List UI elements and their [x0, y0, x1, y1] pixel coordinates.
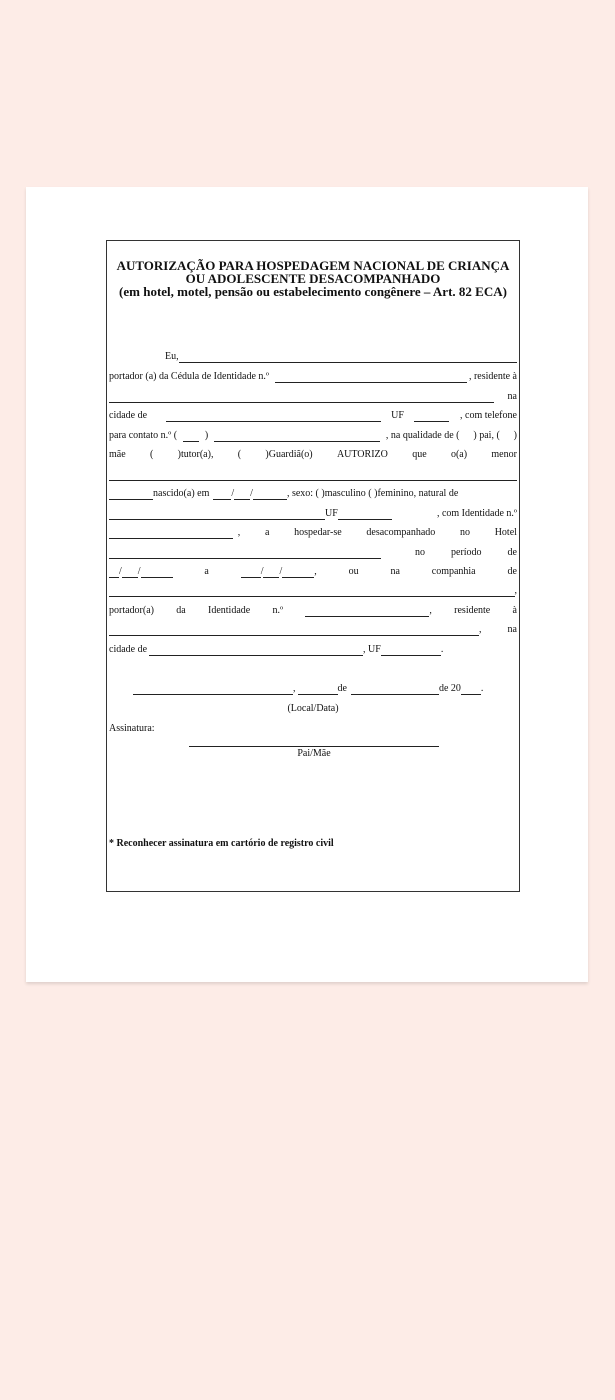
field-name[interactable]	[179, 353, 517, 363]
label-desacompanhado: desacompanhado	[366, 527, 436, 538]
row-cidade	[109, 408, 517, 422]
group-acompanhante-identidade	[305, 605, 432, 617]
field-acompanhante[interactable]	[109, 587, 515, 597]
label-comma-2: ,	[314, 566, 317, 577]
label-periodo: período	[451, 547, 482, 558]
field-ddd[interactable]	[183, 432, 199, 442]
label-residente-2: residente	[454, 605, 491, 616]
field-fim-mes[interactable]	[260, 566, 279, 578]
label-assinatura: Assinatura:	[109, 723, 155, 734]
slash-4: /	[137, 566, 141, 577]
row-qualidade	[109, 447, 517, 461]
label-mae: mãe	[109, 449, 126, 460]
slash-2: /	[250, 488, 253, 499]
form-title	[107, 259, 519, 298]
label-local-data: (Local/Data)	[287, 703, 339, 714]
label-companhia: companhia	[431, 566, 476, 577]
label-hotel: Hotel	[494, 527, 517, 538]
row-acompanhante-cidade	[109, 642, 517, 656]
label-comma-6: ,	[293, 683, 296, 694]
label-uf-2: UF	[325, 508, 338, 519]
field-cidade[interactable]	[166, 412, 381, 422]
label-numero: n.º	[272, 605, 284, 616]
title-line-1: AUTORIZAÇÃO PARA HOSPEDAGEM NACIONAL DE CRIANÇA	[116, 258, 510, 273]
label-pai-close: )	[513, 430, 517, 441]
group-data-fim	[241, 566, 317, 578]
row-acompanhante-identidade	[109, 603, 517, 617]
label-eu: Eu,	[165, 351, 179, 362]
label-period-2: .	[480, 683, 484, 694]
row-periodo	[109, 545, 517, 559]
label-sexo: , sexo: ( )masculino ( )feminino, natural de	[286, 488, 459, 499]
row-contato	[109, 428, 517, 442]
field-mes[interactable]	[351, 685, 439, 695]
label-da: da	[176, 605, 186, 616]
signature-line[interactable]	[189, 746, 439, 747]
label-autorizo: AUTORIZO	[336, 449, 388, 460]
label-de-3: de	[337, 683, 347, 694]
label-portador-cedula: portador (a) da Cédula de Identidade n.º	[109, 371, 269, 382]
label-nascido: nascido(a) em	[153, 488, 210, 499]
label-open-paren-2: (	[237, 449, 242, 460]
label-pai: ) pai, (	[473, 430, 500, 441]
row-portador	[109, 369, 517, 383]
field-endereco[interactable]	[109, 393, 494, 403]
label-comma-5: ,	[479, 624, 482, 635]
field-inicio-ano[interactable]	[141, 568, 173, 578]
label-guardia: )Guardiã(o)	[265, 449, 313, 460]
slash-3: /	[119, 566, 122, 577]
label-no-2: no	[415, 547, 425, 558]
label-na: na	[507, 391, 517, 402]
label-a-grave: à	[512, 605, 517, 616]
field-inicio-mes[interactable]	[122, 568, 138, 578]
label-na-3: na	[507, 624, 517, 635]
row-hospedar	[109, 525, 517, 539]
field-hotel[interactable]	[109, 549, 381, 559]
row-naturalidade	[109, 506, 517, 520]
label-open-paren-1: (	[149, 449, 154, 460]
label-que: que	[412, 449, 427, 460]
row-menor-nome	[109, 467, 517, 481]
label-o-a: o(a)	[450, 449, 468, 460]
slash-1: /	[231, 488, 235, 499]
label-portador-a: portador(a)	[109, 605, 154, 616]
document-page	[26, 187, 588, 982]
field-fim-dia[interactable]	[241, 568, 261, 578]
label-period-1: .	[440, 644, 444, 655]
field-dia[interactable]	[298, 685, 338, 695]
label-close-paren: )	[204, 430, 209, 441]
label-qualidade: , na qualidade de (	[385, 430, 460, 441]
row-endereco	[109, 389, 517, 403]
label-identidade: Identidade	[208, 605, 251, 616]
slash-5: /	[260, 566, 264, 577]
row-acompanhante	[109, 583, 517, 597]
row-eu	[109, 349, 517, 363]
label-residente: , residente à	[468, 371, 517, 382]
label-no-1: no	[459, 527, 470, 538]
field-acompanhante-cidade[interactable]	[149, 646, 363, 656]
field-inicio-dia[interactable]	[109, 568, 119, 578]
label-a-2: a	[204, 566, 209, 577]
label-de-1: de	[507, 547, 517, 558]
title-line-2: OU ADOLESCENTE DESACOMPANHADO	[185, 271, 441, 286]
field-acompanhante-identidade[interactable]	[305, 607, 429, 617]
field-nasc-dia[interactable]	[213, 490, 231, 500]
label-na-2: na	[390, 566, 400, 577]
row-nascimento	[109, 486, 517, 500]
group-data-inicio	[109, 566, 173, 578]
label-menor: menor	[491, 449, 517, 460]
field-ano[interactable]	[461, 685, 481, 695]
field-nasc-ano[interactable]	[253, 490, 287, 500]
field-nasc-mes[interactable]	[234, 490, 250, 500]
label-de-2: de	[507, 566, 517, 577]
field-menor-sobrenome[interactable]	[109, 490, 153, 500]
label-cidade: cidade de	[109, 410, 148, 421]
label-a-1: a	[264, 527, 270, 538]
field-local[interactable]	[133, 685, 293, 695]
field-acompanhante-endereco[interactable]	[109, 626, 479, 636]
label-uf-3: , UF	[363, 644, 381, 655]
label-contato: para contato n.º (	[109, 430, 178, 441]
field-uf[interactable]	[414, 412, 449, 422]
slash-6: /	[279, 566, 283, 577]
label-uf: UF	[391, 410, 404, 421]
label-comma-1: ,	[237, 527, 241, 538]
label-tutor: )tutor(a),	[177, 449, 214, 460]
authorization-form	[106, 240, 520, 892]
label-hospedar: hospedar-se	[294, 527, 342, 538]
field-menor-identidade[interactable]	[109, 529, 233, 539]
field-uf-2[interactable]	[338, 510, 392, 520]
label-cidade-2: cidade de	[109, 644, 148, 655]
field-fim-ano[interactable]	[282, 568, 314, 578]
field-telefone[interactable]	[214, 432, 380, 442]
row-datas	[109, 564, 517, 578]
label-ou: ou	[348, 566, 359, 577]
row-acompanhante-endereco	[109, 622, 517, 636]
field-acompanhante-uf[interactable]	[381, 646, 441, 656]
label-pai-mae: Pai/Mãe	[297, 748, 331, 759]
label-telefone: , com telefone	[460, 410, 517, 421]
notary-note: * Reconhecer assinatura em cartório de registro civil	[109, 838, 334, 849]
title-line-3: (em hotel, motel, pensão ou estabelecimento congênere – Art. 82 ECA)	[119, 284, 507, 299]
label-de-20: de 20	[438, 683, 461, 694]
row-assinatura	[109, 721, 517, 735]
field-naturalidade[interactable]	[109, 510, 325, 520]
row-local-data	[109, 681, 517, 695]
label-comma-4: ,	[429, 605, 432, 616]
label-comma-3: ,	[514, 585, 517, 596]
field-menor-nome[interactable]	[109, 471, 517, 481]
label-com-identidade: , com Identidade n.º	[436, 508, 517, 519]
field-identidade[interactable]	[275, 373, 467, 383]
